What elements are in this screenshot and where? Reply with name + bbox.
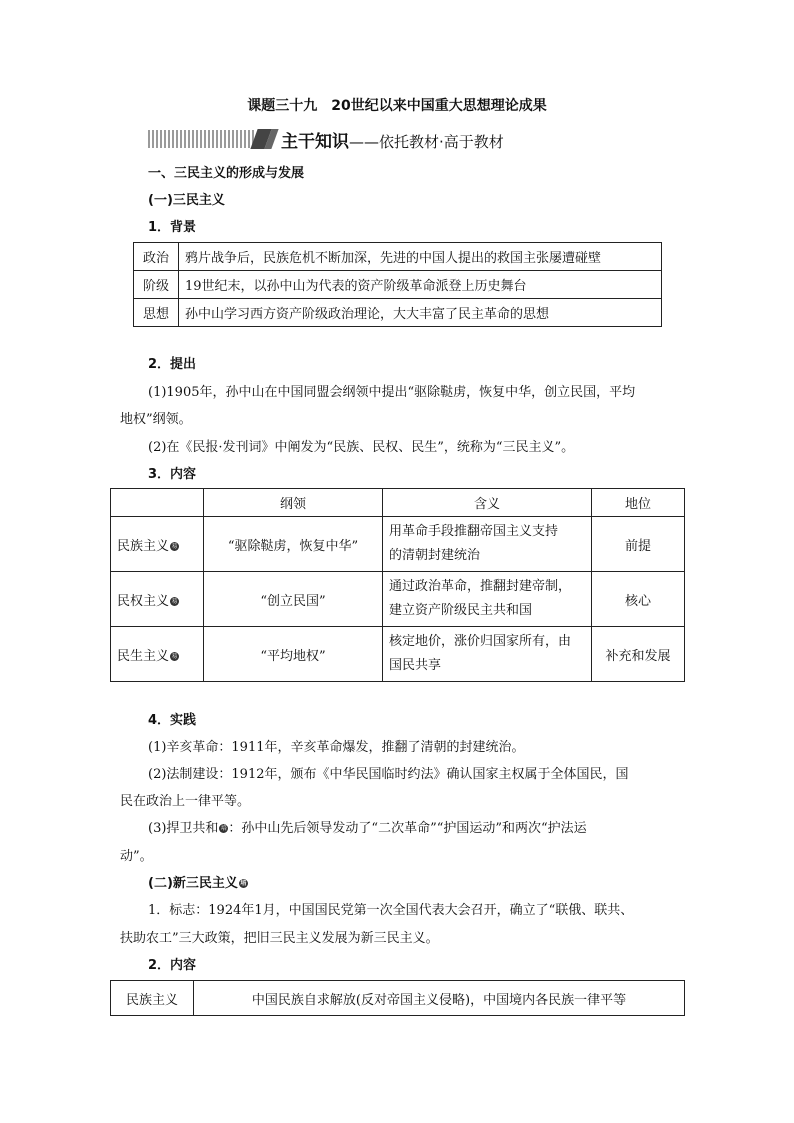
row-name: 民族主义 [117,538,170,554]
table-cell: 思想 [134,299,179,327]
item-heading: 2．内容 [148,958,197,973]
table-cell [111,627,204,682]
page-title: 课题三十九 20世纪以来中国重大思想理论成果 [247,98,547,114]
paragraph-line: 动”。 [120,849,153,864]
banner-stripes-decoration [148,130,256,148]
banner-text [281,127,504,152]
paragraph-line: 民在政治上一律平等。 [120,794,251,809]
subsection-text: (二)新三民主义 [148,876,238,891]
table-row [111,517,685,572]
table-cell: 前提 [592,517,685,572]
table-row [134,243,662,271]
meaning-line: 核定地价，涨价归国家所有，由 [389,634,572,649]
table-row [111,572,685,627]
paragraph-line: (2)法制建设：1912年，颁布《中华民国临时约法》确认国家主权属于全体国民，国 [148,767,629,782]
meaning-line: 建立资产阶级民主共和国 [389,603,533,618]
table-cell: 鸦片战争后，民族危机不断加深，先进的中国人提出的救国主张屡遭碰壁 [179,243,662,271]
table-cell: 政治 [134,243,179,271]
table-row [111,627,685,682]
table-cell [383,627,592,682]
paragraph-line: 1．标志：1924年1月，中国国民党第一次全国代表大会召开，确立了“联俄、联共、 [148,903,634,918]
table-cell: 补充和发展 [592,627,685,682]
table-header-cell: 纲领 [204,489,383,517]
section-heading: 一、三民主义的形成与发展 [148,166,305,181]
table-cell [383,517,592,572]
table-cell [383,572,592,627]
table-row [134,271,662,299]
table-cell: 核心 [592,572,685,627]
table-cell: 阶级 [134,271,179,299]
table-cell: “平均地权” [204,627,383,682]
paragraph-text: ：孙中山先后领导发动了“二次革命”“护国运动”和两次“护法运 [228,821,587,836]
section-banner [148,127,568,153]
paragraph-line: (1)1905年，孙中山在中国同盟会纲领中提出“驱除鞑虏，恢复中华，创立民国，平均 [148,385,636,400]
meaning-line: 国民共享 [389,658,442,673]
table-cell: 中国民族自求解放(反对帝国主义侵略)，中国境内各民族一律平等 [194,981,685,1016]
table-header-cell: 地位 [592,489,685,517]
item-heading: 2．提出 [148,357,197,372]
difficulty-mark-icon: 易 [171,542,178,550]
difficulty-mark-icon: 易 [171,652,178,660]
table-header-cell [111,489,204,517]
subsection-heading: (一)三民主义 [148,193,225,208]
table-cell: 民族主义 [111,981,194,1016]
paragraph-line: 地权”纲领。 [120,412,192,427]
table-row [111,981,685,1016]
paragraph-text: (3)捍卫共和 [148,821,219,836]
paragraph-line: 扶助农工”三大政策，把旧三民主义发展为新三民主义。 [120,931,439,946]
background-table [133,242,662,327]
content-table [110,488,685,682]
meaning-line: 用革命手段推翻帝国主义支持 [389,524,559,539]
item-heading: 3．内容 [148,467,197,482]
meaning-line: 通过政治革命，推翻封建帝制， [389,579,572,594]
item-heading: 1．背景 [148,220,197,235]
banner-sub-label: ——依托教材·高于教材 [349,133,504,151]
table-cell: “创立民国” [204,572,383,627]
table-header-row [111,489,685,517]
paragraph-line: (2)在《民报·发刊词》中阐发为“民族、民权、民生”，统称为“三民主义”。 [148,440,575,455]
table-cell [111,572,204,627]
cultivate-mark-icon: 培 [220,825,227,832]
subsection-heading [148,872,248,891]
banner-main-label: 主干知识 [281,132,349,152]
table-row [134,299,662,327]
difficulty-mark-icon: 易 [171,597,178,605]
table-cell [111,517,204,572]
table-header-cell: 含义 [383,489,592,517]
item-heading: 4．实践 [148,713,197,728]
paragraph-line [148,817,587,836]
table-cell: 19世纪末，以孙中山为代表的资产阶级革命派登上历史舞台 [179,271,662,299]
paragraph-line: (1)辛亥革命：1911年，辛亥革命爆发，推翻了清朝的封建统治。 [148,740,525,755]
table-cell: “驱除鞑虏，恢复中华” [204,517,383,572]
row-name: 民权主义 [117,593,170,609]
row-name: 民生主义 [117,648,170,664]
cultivate-mark-icon: 培 [240,880,247,887]
new-content-table [110,980,685,1016]
table-cell: 孙中山学习西方资产阶级政治理论，大大丰富了民主革命的思想 [179,299,662,327]
meaning-line: 的清朝封建统治 [389,548,481,563]
